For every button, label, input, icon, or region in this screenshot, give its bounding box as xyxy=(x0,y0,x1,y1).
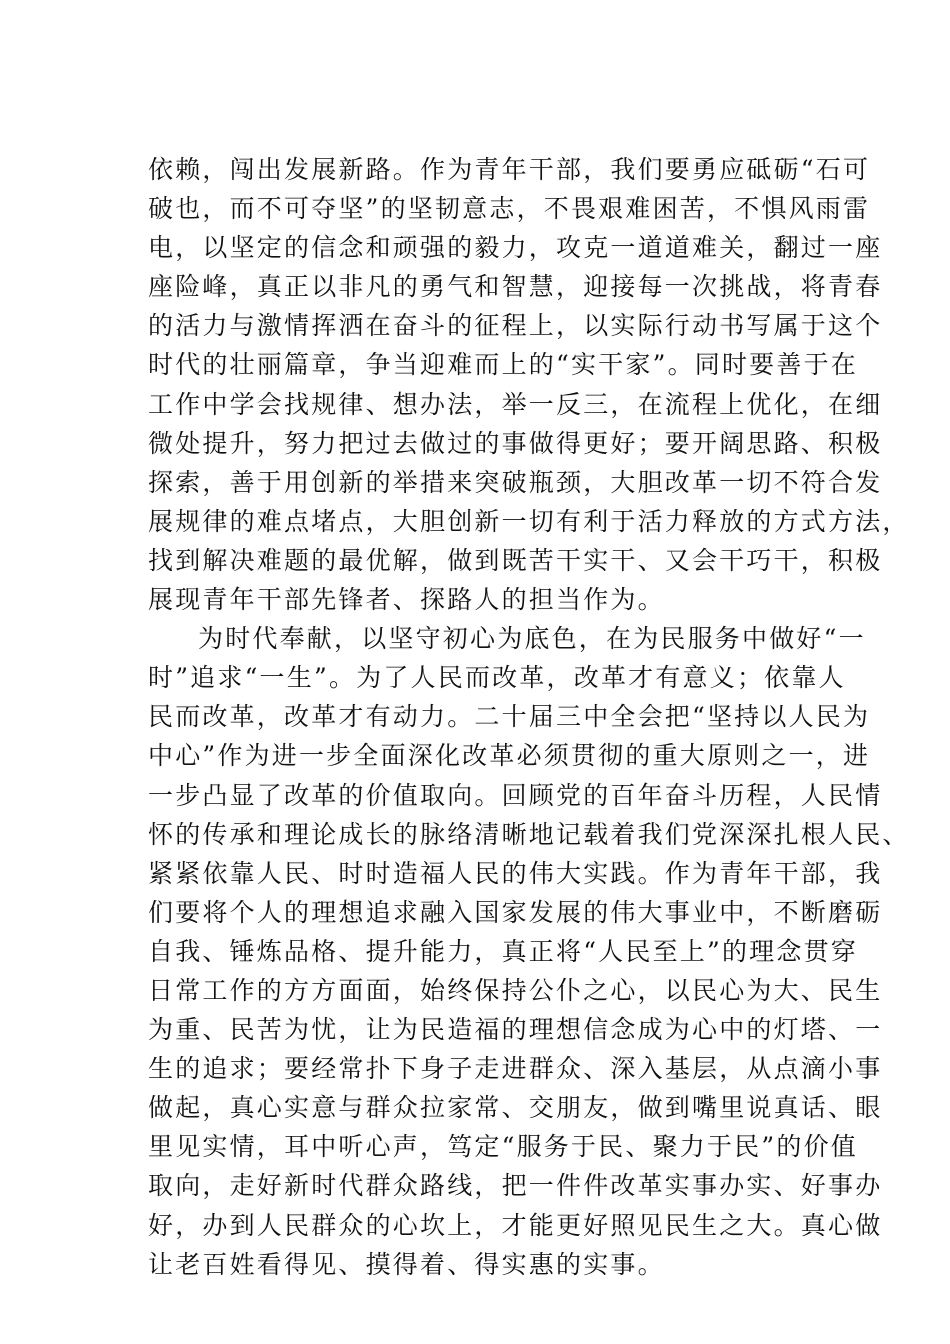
text-line: 做起，真心实意与群众拉家常、交朋友，做到嘴里说真话、眼 xyxy=(148,1093,883,1123)
text-line: 取向，走好新时代群众路线，把一件件改革实事办实、好事办 xyxy=(148,1171,883,1201)
text-line: 座险峰，真正以非凡的勇气和智慧，迎接每一次挑战，将青春 xyxy=(148,272,883,302)
paragraph-start-line: 为时代奉献，以坚守初心为底色，在为民服务中做好“一 xyxy=(198,624,866,654)
text-line: 展现青年干部先锋者、探路人的担当作为。 xyxy=(148,585,665,615)
text-line: 日常工作的方方面面，始终保持公仆之心，以民心为大、民生 xyxy=(148,975,883,1005)
text-line: 紧紧依靠人民、时时造福人民的伟大实践。作为青年干部，我 xyxy=(148,858,883,888)
text-line: 里见实情，耳中听心声，笃定“服务于民、聚力于民”的价值 xyxy=(148,1132,858,1162)
text-line: 工作中学会找规律、想办法，举一反三，在流程上优化，在细 xyxy=(148,389,883,419)
text-line: 微处提升，努力把过去做过的事做得更好；要开阔思路、积极 xyxy=(148,428,883,458)
text-line: 们要将个人的理想追求融入国家发展的伟大事业中，不断磨砺 xyxy=(148,897,883,927)
text-line: 自我、锤炼品格、提升能力，真正将“人民至上”的理念贯穿 xyxy=(148,936,858,966)
text-line: 生的追求；要经常扑下身子走进群众、深入基层，从点滴小事 xyxy=(148,1054,883,1084)
text-line: 时代的壮丽篇章，争当迎难而上的“实干家”。同时要善于在 xyxy=(148,350,858,380)
text-line: 找到解决难题的最优解，做到既苦干实干、又会干巧干，积极 xyxy=(148,545,883,575)
text-line: 破也，而不可夺坚”的坚韧意志，不畏艰难困苦，不惧风雨雷 xyxy=(148,194,871,224)
text-line: 的活力与激情挥洒在奋斗的征程上，以实际行动书写属于这个 xyxy=(148,311,883,341)
text-line: 探索，善于用创新的举措来突破瓶颈，大胆改革一切不符合发 xyxy=(148,467,883,497)
text-line: 为重、民苦为忧，让为民造福的理想信念成为心中的灯塔、一 xyxy=(148,1015,883,1045)
text-line: 中心”作为进一步全面深化改革必须贯彻的重大原则之一，进 xyxy=(148,741,871,771)
body-text xyxy=(148,150,910,1284)
text-line: 一步凸显了改革的价值取向。回顾党的百年奋斗历程，人民情 xyxy=(148,780,883,810)
text-line: 展规律的难点堵点，大胆创新一切有利于活力释放的方式方法， xyxy=(148,506,910,536)
text-line: 怀的传承和理论成长的脉络清晰地记载着我们党深深扎根人民、 xyxy=(148,819,910,849)
text-line: 好，办到人民群众的心坎上，才能更好照见民生之大。真心做 xyxy=(148,1210,883,1240)
text-line: 让老百姓看得见、摸得着、得实惠的实事。 xyxy=(148,1249,665,1279)
text-line: 民而改革，改革才有动力。二十届三中全会把“坚持以人民为 xyxy=(148,702,871,732)
text-line: 电，以坚定的信念和顽强的毅力，攻克一道道难关，翻过一座 xyxy=(148,233,883,263)
text-line: 时”追求“一生”。为了人民而改革，改革才有意义；依靠人 xyxy=(148,663,846,693)
text-line: 依赖，闯出发展新路。作为青年干部，我们要勇应砥砺“石可 xyxy=(148,155,871,184)
